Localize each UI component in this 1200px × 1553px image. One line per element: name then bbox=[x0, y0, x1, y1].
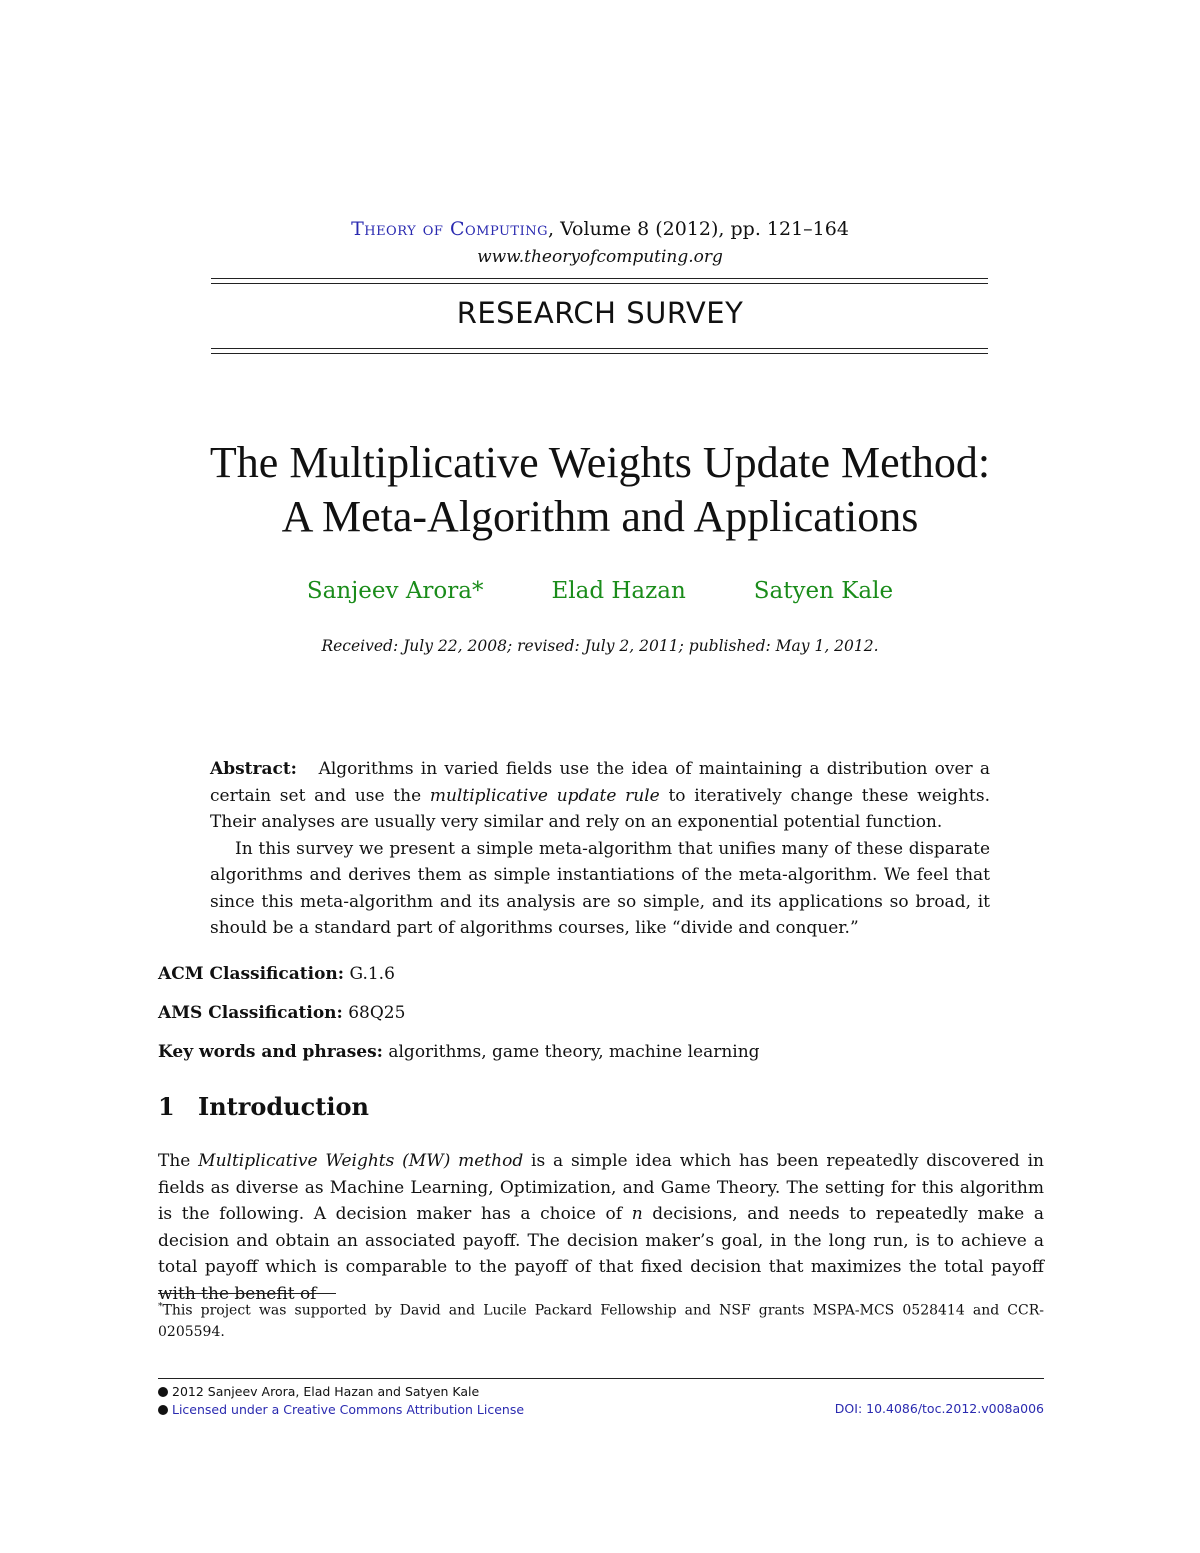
abstract bbox=[210, 756, 990, 942]
abstract-paragraph-2: In this survey we present a simple meta-algorithm that unifies many of these disparate algorithms and derives them as simple instantiations of the meta-algorithm. We feel that since this meta-algorithm and its analysis are so simple, and its applications so broad, it should be a standard part of algorithms courses, like “divide and conquer.” bbox=[210, 838, 990, 938]
acm-classification bbox=[158, 964, 395, 984]
journal-name-link[interactable]: Theory of Computing bbox=[351, 218, 548, 240]
footnote-text: This project was supported by David and Lucile Packard Fellowship and NSF grants MSPA-MCS 0528414 and CCR-0205594. bbox=[158, 1302, 1044, 1340]
intro-text-2: is a simple idea which has been repeatedly discovered in fields as diverse as Machine Learning, Optimization, and Game Theory. The setting for this algorithm is the following. A decision maker has a choice of bbox=[158, 1151, 1044, 1224]
title-line-1: The Multiplicative Weights Update Method: bbox=[209, 438, 991, 487]
title-line-2: A Meta-Algorithm and Applications bbox=[281, 492, 919, 541]
journal-details: , Volume 8 (2012), pp. 121–164 bbox=[548, 218, 849, 240]
copyright-line bbox=[158, 1383, 524, 1401]
doi-link[interactable]: DOI: 10.4086/toc.2012.v008a006 bbox=[834, 1401, 1044, 1416]
author-link-arora[interactable]: Sanjeev Arora* bbox=[306, 578, 484, 604]
ams-label: AMS Classification: bbox=[158, 1003, 343, 1023]
section-number: 1 bbox=[158, 1092, 175, 1121]
abstract-label: Abstract: bbox=[210, 759, 297, 779]
section-heading bbox=[158, 1092, 369, 1121]
bottom-double-rule-2 bbox=[211, 353, 988, 354]
bottom-double-rule-1 bbox=[211, 348, 988, 349]
author-list bbox=[0, 578, 1200, 604]
top-double-rule-1 bbox=[211, 278, 988, 279]
ams-value: 68Q25 bbox=[348, 1003, 406, 1023]
ams-classification bbox=[158, 1003, 405, 1023]
acm-label: ACM Classification: bbox=[158, 964, 345, 984]
footnote-rule bbox=[158, 1293, 336, 1294]
paper-title bbox=[0, 436, 1200, 544]
acm-value: G.1.6 bbox=[349, 964, 395, 984]
abstract-emphasis: multiplicative update rule bbox=[429, 785, 660, 806]
introduction-paragraph bbox=[158, 1148, 1044, 1307]
keywords-label: Key words and phrases: bbox=[158, 1042, 383, 1062]
abstract-text-2: to iteratively change these weights. Their analyses are usually very similar and rely on an exponential potential function. bbox=[210, 785, 990, 832]
footnote-mark: * bbox=[158, 1302, 163, 1312]
abstract-text-1: Algorithms in varied fields use the idea of maintaining a distribution over a certain set and use the bbox=[210, 759, 990, 806]
intro-text-1: The bbox=[158, 1151, 199, 1171]
author-link-kale[interactable]: Satyen Kale bbox=[753, 578, 894, 604]
author-link-hazan[interactable]: Elad Hazan bbox=[551, 578, 686, 604]
intro-text-3: decisions, and needs to repeatedly make a decision and obtain an associated payoff. The decision maker’s goal, in the long run, is to achieve a total payoff which is comparable to the payoff of that fixed decision that maximizes the total payoff with the benefit of bbox=[158, 1204, 1045, 1304]
copyright-text: 2012 Sanjeev Arora, Elad Hazan and Satyen Kale bbox=[172, 1384, 480, 1399]
footnote bbox=[158, 1297, 1044, 1343]
section-title: Introduction bbox=[198, 1092, 369, 1121]
creative-commons-icon bbox=[158, 1405, 168, 1415]
top-double-rule-2 bbox=[211, 283, 988, 284]
license-link[interactable]: Licensed under a Creative Commons Attribution License bbox=[172, 1402, 525, 1417]
keywords-value: algorithms, game theory, machine learning bbox=[388, 1042, 760, 1062]
article-category: RESEARCH SURVEY bbox=[456, 296, 744, 330]
intro-emphasis-mw: Multiplicative Weights (MW) method bbox=[198, 1151, 524, 1171]
journal-url-link[interactable]: www.theoryofcomputing.org bbox=[477, 247, 723, 267]
footer-left bbox=[158, 1383, 524, 1419]
journal-citation bbox=[0, 218, 1200, 240]
publication-dates: Received: July 22, 2008; revised: July 2, 2011; published: May 1, 2012. bbox=[321, 637, 879, 655]
keywords bbox=[158, 1042, 760, 1062]
license-line bbox=[158, 1401, 524, 1419]
footer-rule bbox=[158, 1378, 1044, 1379]
copyright-icon bbox=[158, 1387, 168, 1397]
intro-emphasis-n: n bbox=[631, 1204, 643, 1224]
